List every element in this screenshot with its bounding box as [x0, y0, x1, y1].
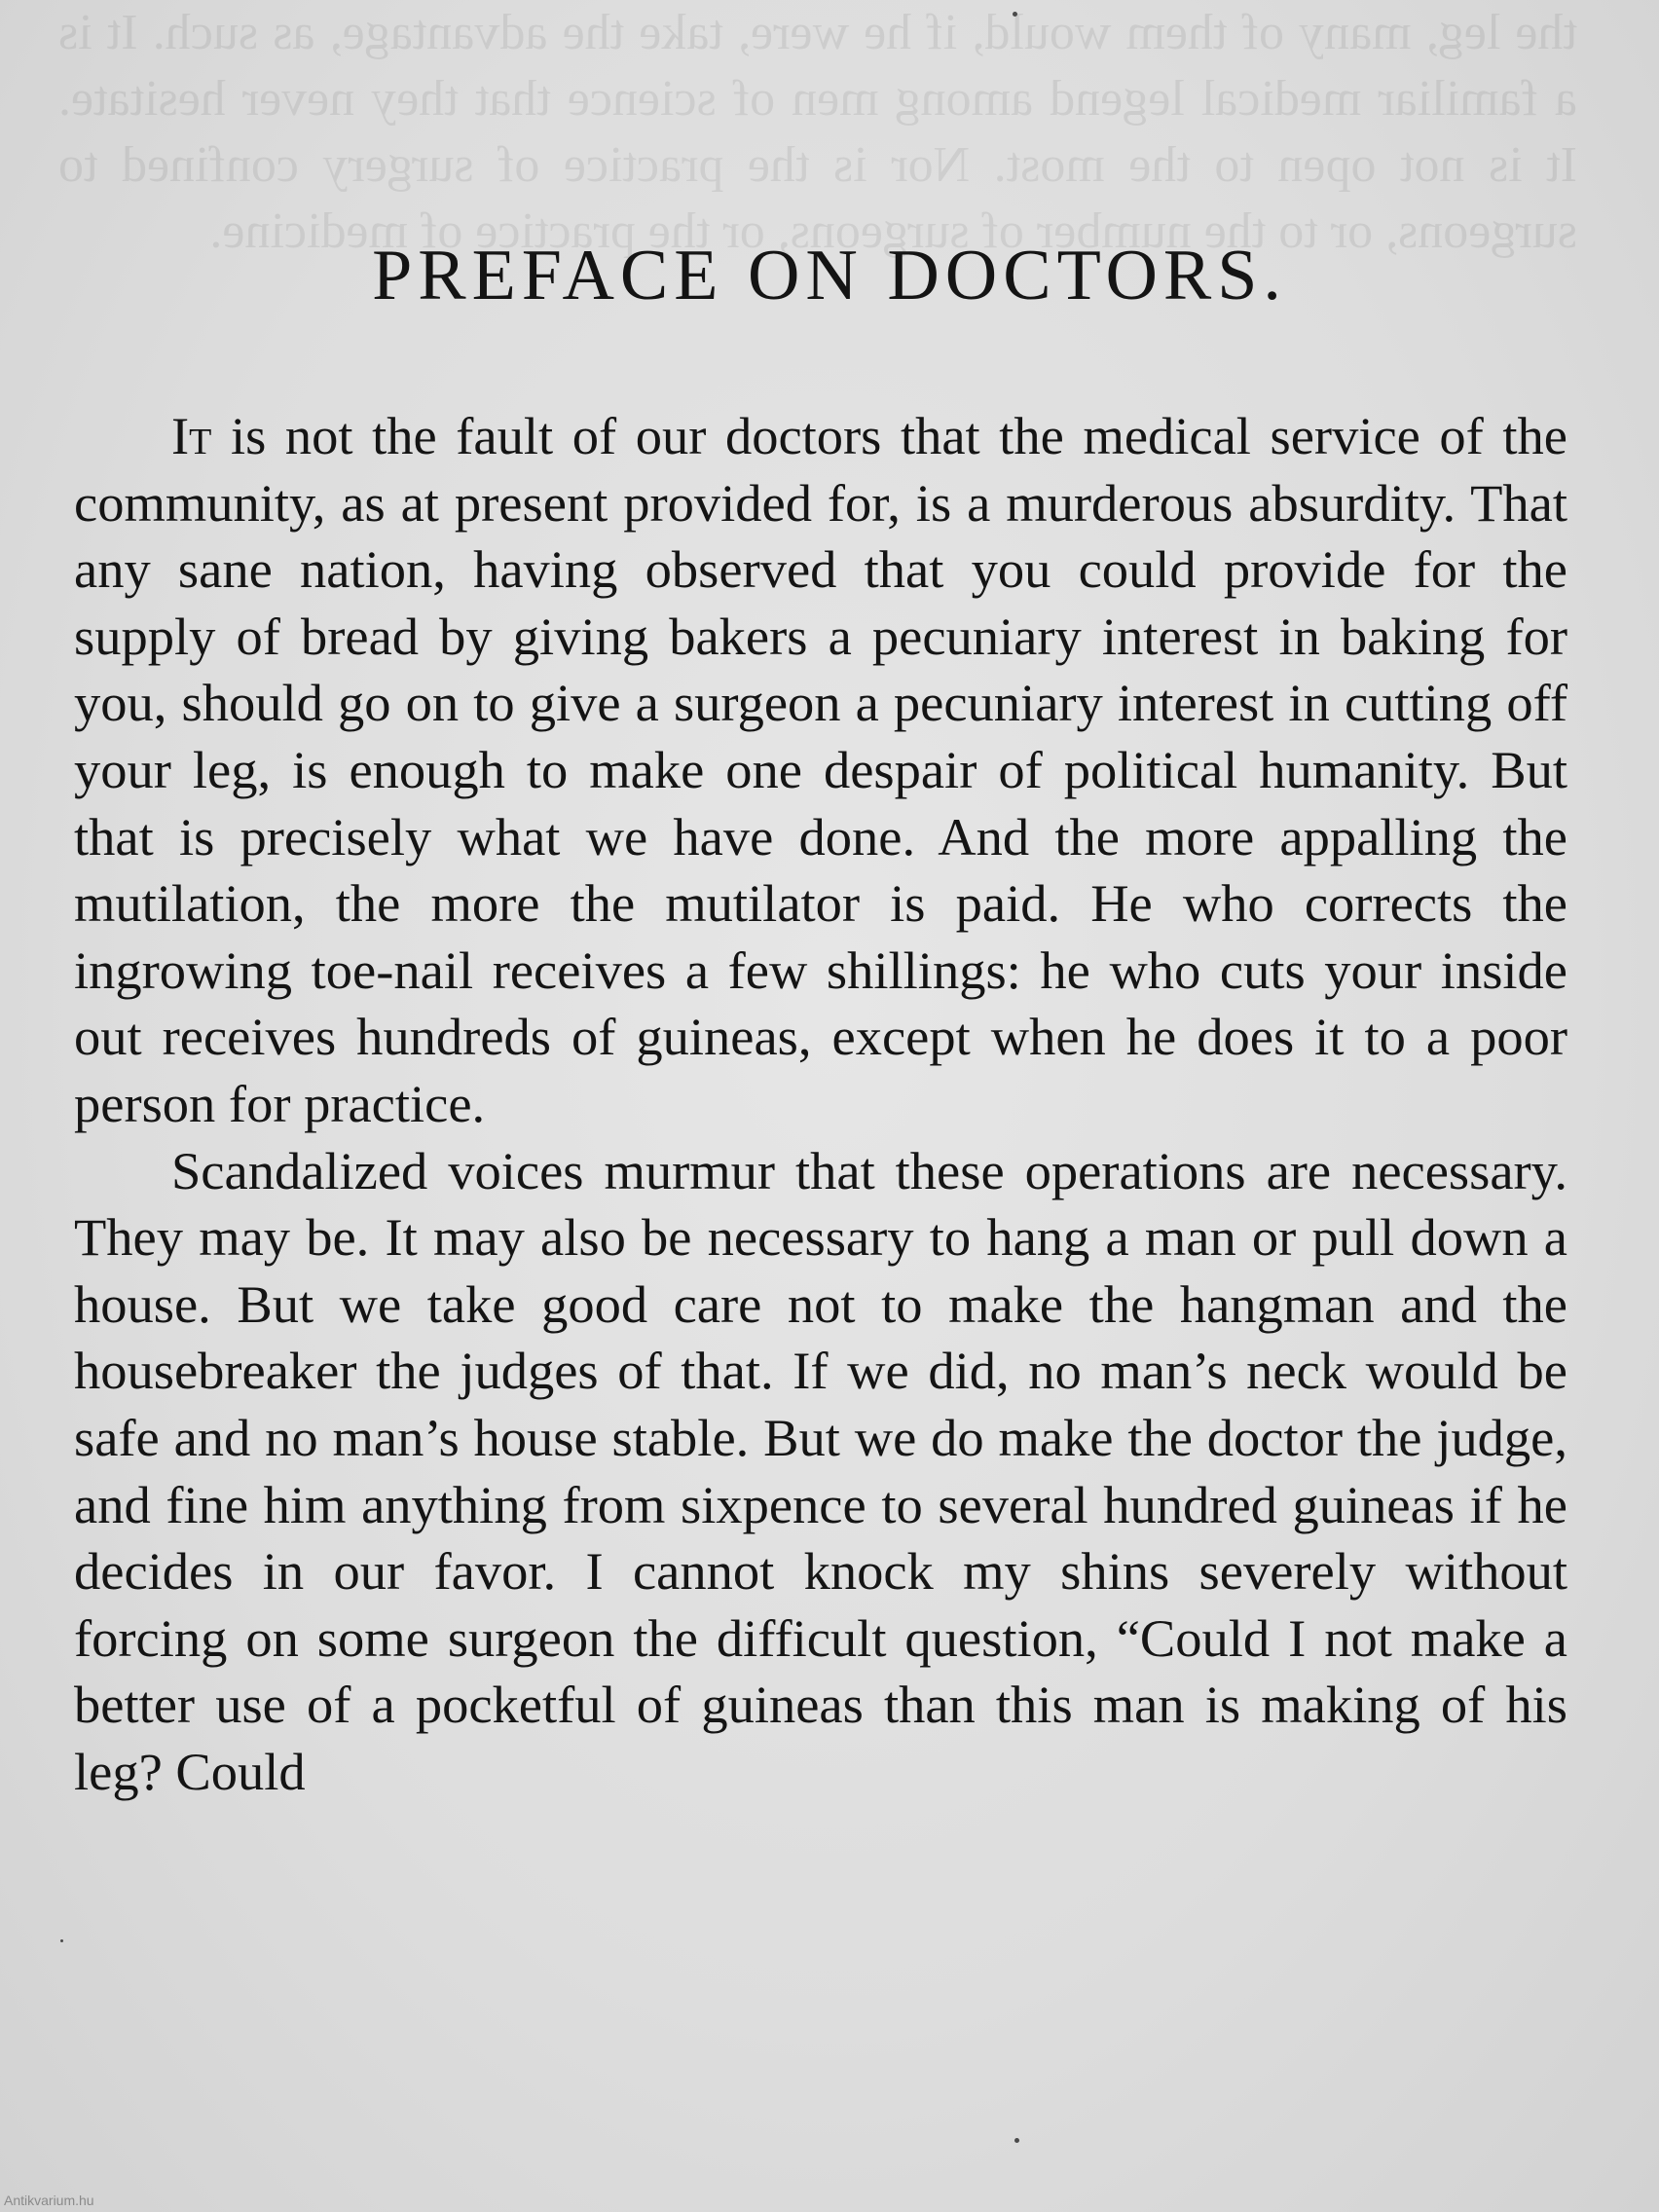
ink-speck [60, 1939, 63, 1942]
ink-speck [1014, 2138, 1019, 2143]
paragraph-1-text: is not the fault of our doctors that the medical service of the community, as at present provided for, is a murderous absurdity. That any sane nation, having observed that you could provide for the supply of bread by giving bakers a pecuniary interest in baking for you, should go on to give a surgeon a pecuniary interest in cutting off your leg, is enough to make one despair of political humanity. But that is precisely what we have done. And the more appalling the mutilation, the more the mutilator is paid. He who corrects the ingrowing toe-nail receives a few shillings: he who cuts your inside out receives hundreds of guineas, except when he does it to a poor person for practice. [74, 406, 1567, 1133]
page-title: PREFACE ON DOCTORS. [372, 236, 1287, 315]
ink-speck [1013, 12, 1017, 17]
paragraph-1-lead: It [171, 406, 212, 465]
paragraph-2 [74, 1138, 1567, 1806]
bleed-through-text: the leg, many of them would, if he were, take the advantage, as such. It is a familiar medical legend among men of science that they never hesitate. It is not open to the most. Nor is the practice of surgery confined to surgeons, or to the number of surgeons, or the practice of medicine. [58, 5, 1577, 259]
watermark: Antikvarium.hu [4, 2193, 94, 2208]
paragraph-2-text: Scandalized voices murmur that these operations are necessary. They may be. It may also be necessary to hang a man or pull down a house. But we take good care not to make the hangman and the housebreaker the judges of that. If we did, no man’s neck would be safe and no man’s house stable. But we do make the doctor the judge, and fine him anything from sixpence to several hundred guineas if he decides in our favor. I cannot knock my shins severely without forcing on some surgeon the difficult question, “Could I not make a better use of a pocketful of guineas than this man is making of his leg? Could [74, 1140, 1567, 1801]
paragraph-1 [74, 403, 1567, 1138]
body-text [74, 403, 1567, 1805]
